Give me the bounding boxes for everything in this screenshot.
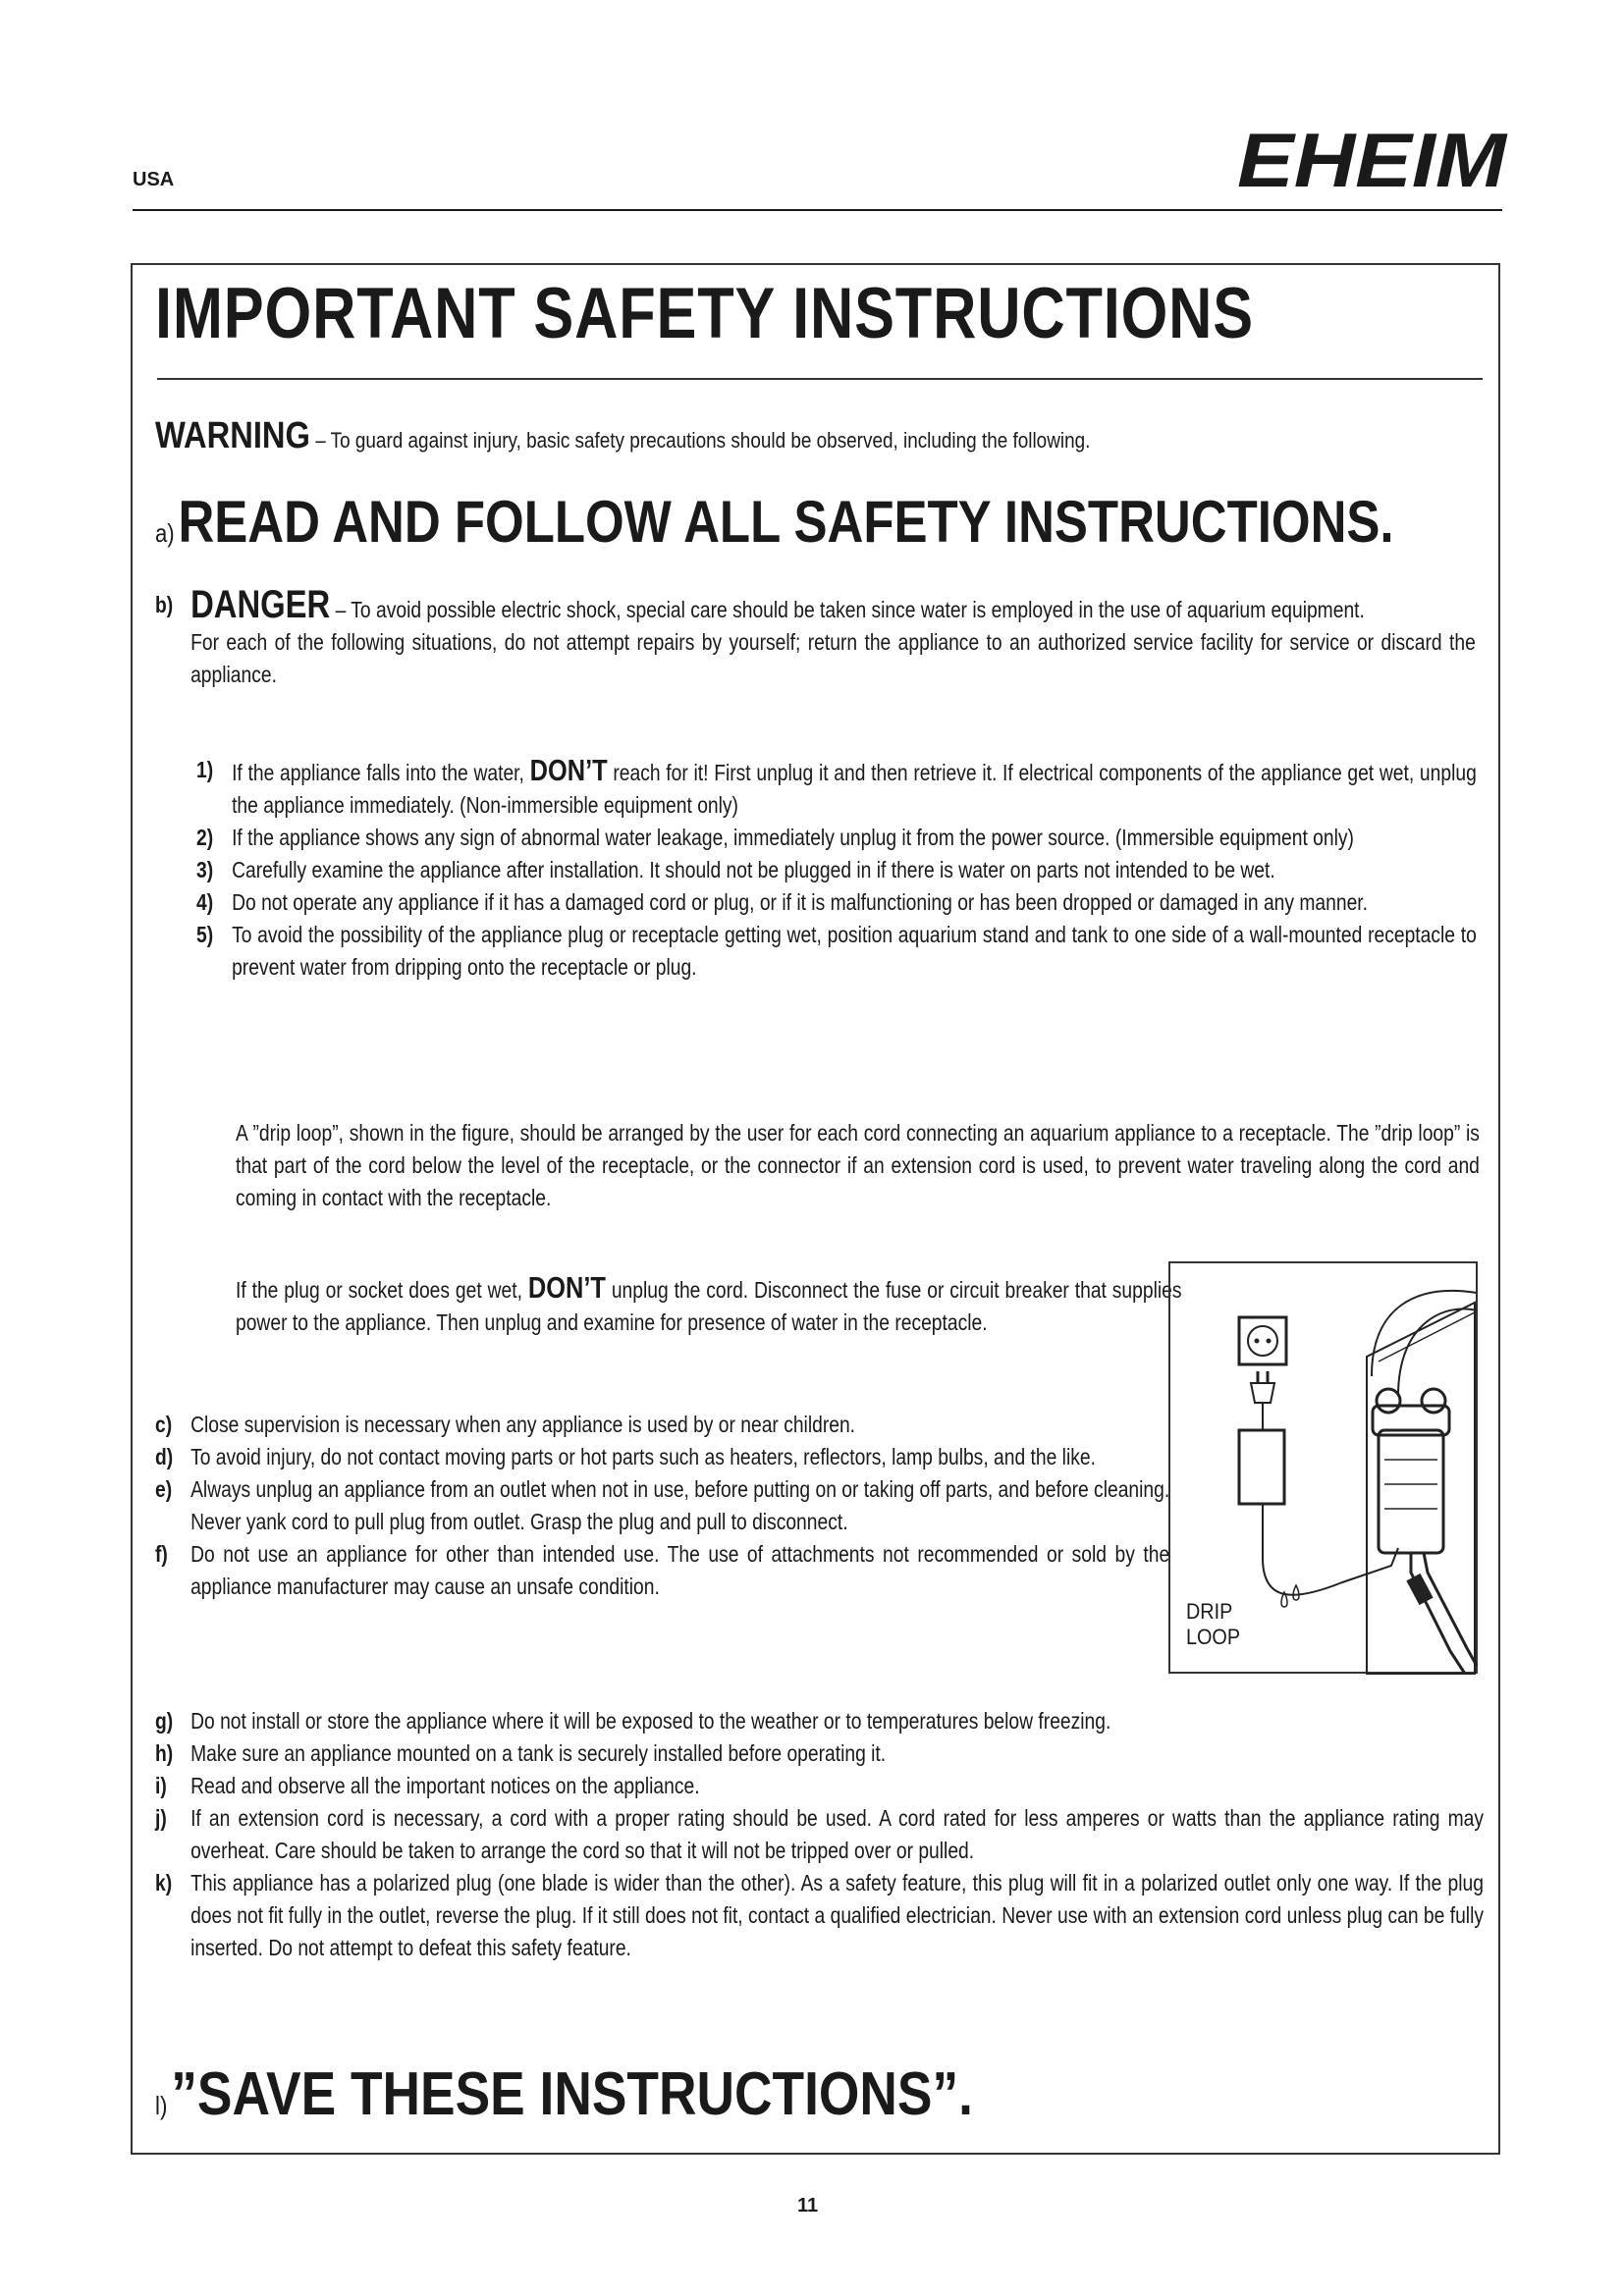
header-rule [133,209,1502,211]
danger-block [155,583,1476,691]
water-drop-icon [1293,1585,1299,1600]
numbered-list [196,754,1477,984]
list-item: 2) If the appliance shows any sign of abnormal water leakage, immediately unplug it from the power source. (Immersible equipment only) [196,822,1477,854]
list-items-narrow [155,1409,1169,1603]
country-label: USA [133,169,175,190]
list-item: 3) Carefully examine the appliance after installation. It should not be plugged in if there is water on parts not intended to be wet. [196,854,1477,886]
plug-icon [1251,1383,1274,1403]
item-marker: 1) [196,757,214,782]
list-item: d) To avoid injury, do not contact moving parts or hot parts such as heaters, reflectors, lamp bulbs, and the like. [155,1444,1096,1469]
read-marker: a) [155,518,175,548]
read-heading [155,488,1394,556]
item-marker: 4) [196,889,214,915]
filter-icon [1379,1430,1443,1553]
title-rule [157,378,1483,380]
list-items-wide [155,1705,1484,1964]
save-text: ”SAVE THESE INSTRUCTIONS”. [171,2060,973,2128]
warning-text: – To guard against injury, basic safety precautions should be observed, including the following. [309,428,1091,453]
socket-icon [1239,1317,1286,1364]
list-item: j) If an extension cord is necessary, a cord with a proper rating should be used. A cord rated for less amperes or watts than the appliance rating may overheat. Care should be taken to arrange the cord so that it will not be tripped over or pulled. [155,1805,1485,1863]
save-marker: l) [155,2091,168,2120]
list-item: e) Always unplug an appliance from an outlet when not in use, before putting on or taking off parts, and before cleaning. Never yank cord to pull plug from outlet. Grasp the plug and pull to disconnect. [155,1476,1170,1534]
item-marker: 3) [196,857,214,882]
list-item: h) Make sure an appliance mounted on a tank is securely installed before operating it. [155,1740,887,1766]
list-item: g) Do not install or store the appliance where it will be exposed to the weather or to temperatures below freezing. [155,1708,1111,1734]
warning-keyword: WARNING [155,415,310,456]
list-item: f) Do not use an appliance for other than intended use. The use of attachments not recommended or sold by the appliance manufacturer may cause an unsafe condition. [155,1541,1170,1599]
list-item: c) Close supervision is necessary when any appliance is used by or near children. [155,1412,856,1437]
transformer-icon [1239,1430,1284,1504]
svg-text:EHEIM: EHEIM [1237,120,1509,198]
read-text: READ AND FOLLOW ALL SAFETY INSTRUCTIONS. [178,489,1394,555]
page-number: 11 [797,2195,819,2216]
dont-keyword: DON’T [529,753,608,787]
list-item: k) This appliance has a polarized plug (one blade is wider than the other). As a safety feature, this plug will fit in a polarized outlet only one way. If the plug does not fit fully in the outlet, reverse the plug. If it still does not fit, contact a qualified electrician. Never use with an extension cord unless plug can be fully inserted. Do not attempt to defeat this safety feature. [155,1870,1485,1960]
danger-keyword: DANGER [190,583,331,626]
drip-loop-paragraph: A ”drip loop”, shown in the figure, should be arranged by the user for each cord connecting an aquarium appliance to a receptacle. The ”drip loop” is that part of the cord below the level of the receptacle, or the connector if an extension cord is used, to prevent water traveling along the cord and coming in contact with the receptacle. [236,1120,1480,1210]
list-item: i) Read and observe all the important notices on the appliance. [155,1773,700,1798]
drip-loop-figure [1168,1261,1478,1674]
list-item: 5) To avoid the possibility of the appliance plug or receptacle getting wet, position aquarium stand and tank to one side of a wall-mounted receptacle to prevent water from dripping onto the receptacle or plug. [196,919,1477,984]
save-heading [155,2059,973,2129]
danger-marker: b) [155,592,174,617]
drip-loop-label: DRIP LOOP [1186,1599,1241,1649]
item-marker: 5) [196,922,214,947]
list-item: 1) If the appliance falls into the water, DON’T reach for it! First unplug it and then retrieve it. If electrical components of the appliance get wet, unplug the appliance immediately. (Non-immersible equipment only) [196,753,1477,818]
eheim-logo [1235,120,1510,198]
danger-text-2: For each of the following situations, do not attempt repairs by yourself; return the appliance to an authorized service facility for service or discard the appliance. [190,629,1476,687]
item-marker: 2) [196,825,214,850]
plug-paragraph: If the plug or socket does get wet, DON’T unplug the cord. Disconnect the fuse or circuit breaker that supplies power to the appliance. Then unplug and examine for presence of water in the receptacle. [236,1270,1182,1335]
danger-text: – To avoid possible electric shock, special care should be taken since water is employed in the use of aquarium equipment. [330,597,1365,622]
page-title: IMPORTANT SAFETY INSTRUCTIONS [155,274,1255,353]
dont-keyword: DON’T [527,1270,606,1305]
warning-line [155,415,1090,457]
list-item: 4) Do not operate any appliance if it has a damaged cord or plug, or if it is malfunctioning or has been dropped or damaged in any manner. [196,886,1477,919]
